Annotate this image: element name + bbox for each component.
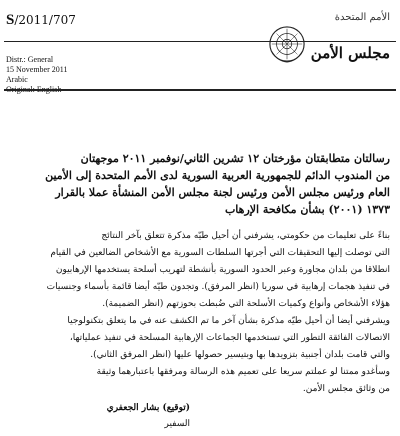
language: Arabic: [6, 75, 28, 84]
body-line: والتي قامت بلدان أجنبية بتزويدها بها وبتيسير حصولها عليها (انظر المرفق الثاني).: [90, 350, 390, 360]
title-line: من المندوب الدائم للجمهورية العربية السورية لدى الأمم المتحدة إلى الأمين: [45, 169, 390, 182]
document-date: 15 November 2011: [6, 65, 68, 74]
symbol-number: /2011/707: [14, 13, 76, 27]
body-line: ويشرفني أيضا أن أحيل طيّه مذكرة بشأن آخر ما تم الكشف عنه في ما يتعلق بتكنولوجيا: [67, 316, 390, 326]
document-title: [30, 150, 390, 218]
document-symbol: [6, 12, 76, 29]
body-line: من وثائق مجلس الأمن.: [302, 384, 390, 394]
distribution: Distr.: General: [6, 55, 54, 64]
title-line: العام ورئيس مجلس الأمن ورئيس لجنة مجلس الأمن المنشأة عملا بالقرار: [55, 186, 390, 199]
body-line: انطلاقا من بلدان مجاورة وعبر الحدود السورية بأنشطة لتهريب أسلحة يستخدمها الإرهابيون: [55, 265, 390, 275]
signature-line: (توقيع) بشار الجعفري: [106, 403, 190, 413]
title-line: رسالتان متطابقتان مؤرختان ١٢ تشرين الثاني/نوفمبر ٢٠١١ موجهتان: [80, 152, 390, 165]
header-rule: [4, 41, 396, 42]
letter-body: [8, 228, 390, 398]
security-council-arabic: مجلس الأمن: [310, 44, 390, 62]
body-line: في تنفيذ هجمات إرهابية في سوريا (انظر المرفق). وتجدون طيّه أيضا قائمة بأسماء وجنسيات: [46, 282, 390, 292]
body-line: هؤلاء الأشخاص وأنواع وكميات الأسلحة التي ضُبطت بحوزتهم (انظر الضميمة).: [102, 299, 390, 309]
title-line: ١٣٧٣ (٢٠٠١) بشأن مكافحة الإرهاب: [224, 203, 390, 216]
un-emblem-icon: [268, 25, 306, 63]
body-line: بناءً على تعليمات من حكومتي، يشرفني أن أحيل طيّه مذكرة تتعلق بآخر النتائج: [101, 231, 390, 241]
un-name-arabic: الأمم المتحدة: [334, 12, 390, 23]
signature-block: [107, 400, 190, 432]
body-line: الاتصالات الفائقة التطور التي تستخدمها الجماعات الإرهابية المسلحة في تنفيذ عملياتها،: [69, 333, 390, 343]
body-line: وسأغدو ممتنا لو عملتم سريعا على تعميم هذه الرسالة ومرفقها باعتبارهما وثيقة: [96, 367, 390, 377]
symbol-letter: S: [6, 12, 15, 28]
body-line: التي توصلت إليها التحقيقات التي أجرتها السلطات السورية مع الأشخاص الضالعين في القيام: [50, 248, 390, 258]
metadata-rule: [4, 89, 396, 91]
signature-role: السفير: [164, 419, 190, 429]
